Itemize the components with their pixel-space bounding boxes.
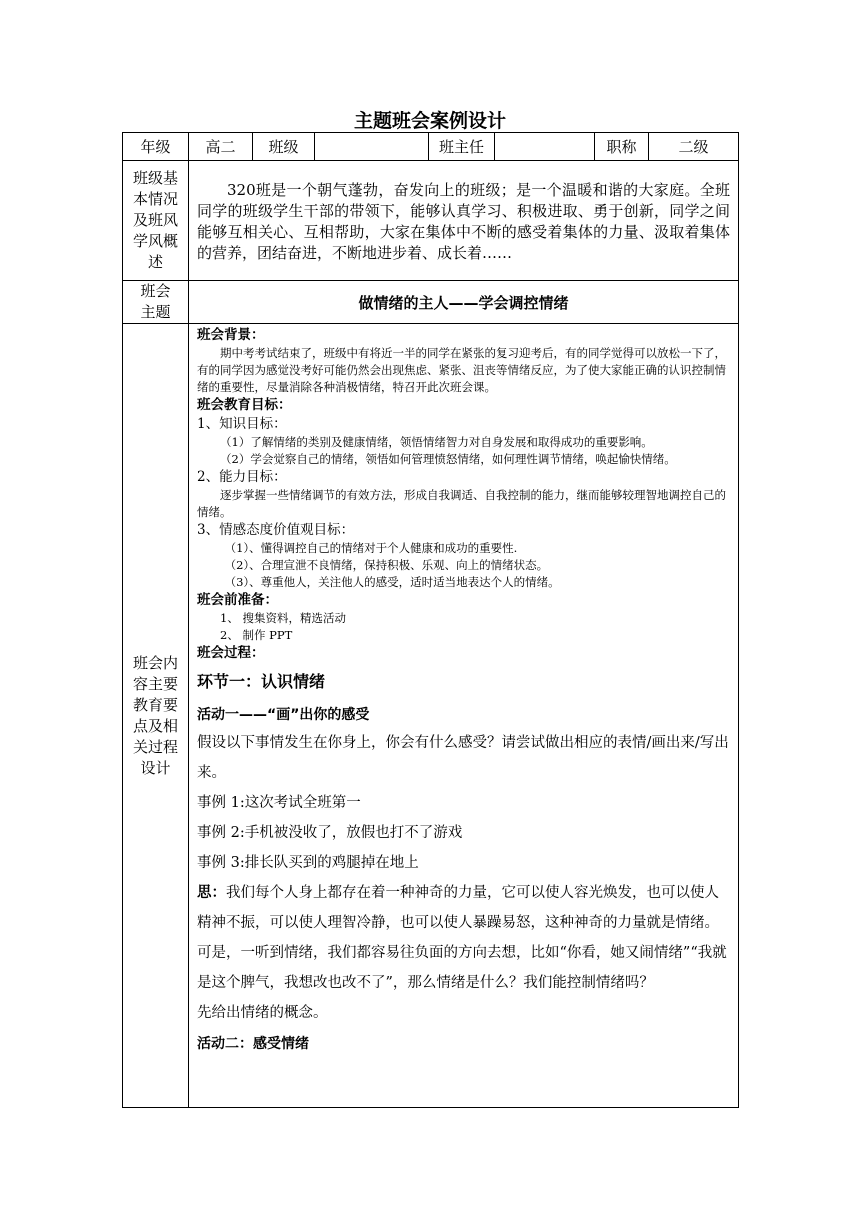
job-title-label: 职称 bbox=[595, 133, 649, 161]
prep-item-2: 2、 制作 PPT bbox=[220, 628, 293, 642]
activity2-heading: 活动二：感受情绪 bbox=[197, 1036, 309, 1052]
think-label: 思： bbox=[197, 885, 226, 901]
teacher-label: 班主任 bbox=[429, 133, 495, 161]
overview-text: 320班是一个朝气蓬勃，奋发向上的班级；是一个温暖和谐的大家庭。全班同学的班级学生干部的带领下，能够认真学习、积极进取、勇于创新，同学之间能够互相关心、互相帮助，大家在集体中不断的感受着集体的力量、汲取着集体的营养，团结奋进，不断地进步着、成长着…… bbox=[189, 161, 739, 281]
overview-label: 班级基本情况及班风学风概述 bbox=[123, 161, 189, 281]
grade-value: 高二 bbox=[189, 133, 253, 161]
knowledge-item-2: （2）学会觉察自己的情绪，领悟如何管理愤怒情绪，如何理性调节情绪，唤起愉快情绪。 bbox=[220, 452, 676, 466]
process-heading: 班会过程： bbox=[197, 645, 265, 661]
teacher-value bbox=[495, 133, 595, 161]
lesson-plan-table bbox=[122, 132, 739, 1108]
attitude-item-1: （1）、懂得调控自己的情绪对于个人健康和成功的重要性. bbox=[224, 541, 518, 555]
case-3: 事例 3:排长队买到的鸡腿掉在地上 bbox=[197, 855, 419, 871]
case-1: 事例 1:这次考试全班第一 bbox=[197, 795, 361, 811]
content-label: 班会内容主要教育要点及相关过程设计 bbox=[123, 324, 189, 1108]
goals-heading: 班会教育目标： bbox=[197, 397, 292, 413]
background-text: 期中考考试结束了，班级中有将近一半的同学在紧张的复习迎考后，有的同学觉得可以放松一下了，有的同学因为感觉没考好可能仍然会出现焦虑、紧张、沮丧等情绪反应，为了使大家能正确的认识控制情绪的重要性，尽量消除各种消极情绪，特召开此次班会课。 bbox=[197, 346, 726, 394]
knowledge-heading: 1、知识目标： bbox=[197, 416, 287, 432]
background-heading: 班会背景： bbox=[197, 327, 265, 343]
grade-label: 年级 bbox=[123, 133, 189, 161]
concept-text: 先给出情绪的概念。 bbox=[197, 1005, 328, 1021]
activity1-heading: 活动一——“画”出你的感受 bbox=[197, 707, 370, 723]
prep-heading: 班会前准备： bbox=[197, 592, 278, 608]
knowledge-item-1: （1）了解情绪的类别及健康情绪，领悟情绪智力对自身发展和取得成功的重要影响。 bbox=[220, 435, 653, 449]
activity1-text: 假设以下事情发生在你身上，你会有什么感受？请尝试做出相应的表情/画出来/写出来。 bbox=[197, 735, 729, 781]
theme-value: 做情绪的主人——学会调控情绪 bbox=[189, 281, 739, 324]
section1-heading: 环节一：认识情绪 bbox=[197, 672, 326, 691]
attitude-item-3: （3）、尊重他人，关注他人的感受，适时适当地表达个人的情绪。 bbox=[224, 575, 560, 589]
think-paragraph bbox=[197, 878, 730, 998]
class-value bbox=[315, 133, 429, 161]
job-title-value: 二级 bbox=[649, 133, 739, 161]
class-label: 班级 bbox=[253, 133, 315, 161]
case-2: 事例 2:手机被没收了，放假也打不了游戏 bbox=[197, 825, 463, 841]
ability-text: 逐步掌握一些情绪调节的有效方法，形成自我调适、自我控制的能力，继而能够较理智地调控自己的情绪。 bbox=[197, 488, 726, 519]
content-body bbox=[189, 324, 739, 1108]
attitude-item-2: （2）、合理宣泄不良情绪，保持积极、乐观、向上的情绪状态。 bbox=[224, 558, 549, 572]
think-text: 我们每个人身上都存在着一种神奇的力量，它可以使人容光焕发，也可以使人精神不振，可以使人理智冷静，也可以使人暴躁易怒，这种神奇的力量就是情绪。可是，一听到情绪，我们都容易往负面的方向去想，比如“你看，她又闹情绪”“我就是这个脾气，我想改也改不了”，那么情绪是什么？我们能控制情绪吗？ bbox=[197, 885, 727, 991]
prep-item-1: 1、 搜集资料，精选活动 bbox=[220, 611, 346, 625]
ability-heading: 2、能力目标： bbox=[197, 469, 287, 485]
attitude-heading: 3、情感态度价值观目标： bbox=[197, 522, 355, 538]
document-title: 主题班会案例设计 bbox=[353, 110, 506, 132]
theme-label: 班会主题 bbox=[123, 281, 189, 324]
